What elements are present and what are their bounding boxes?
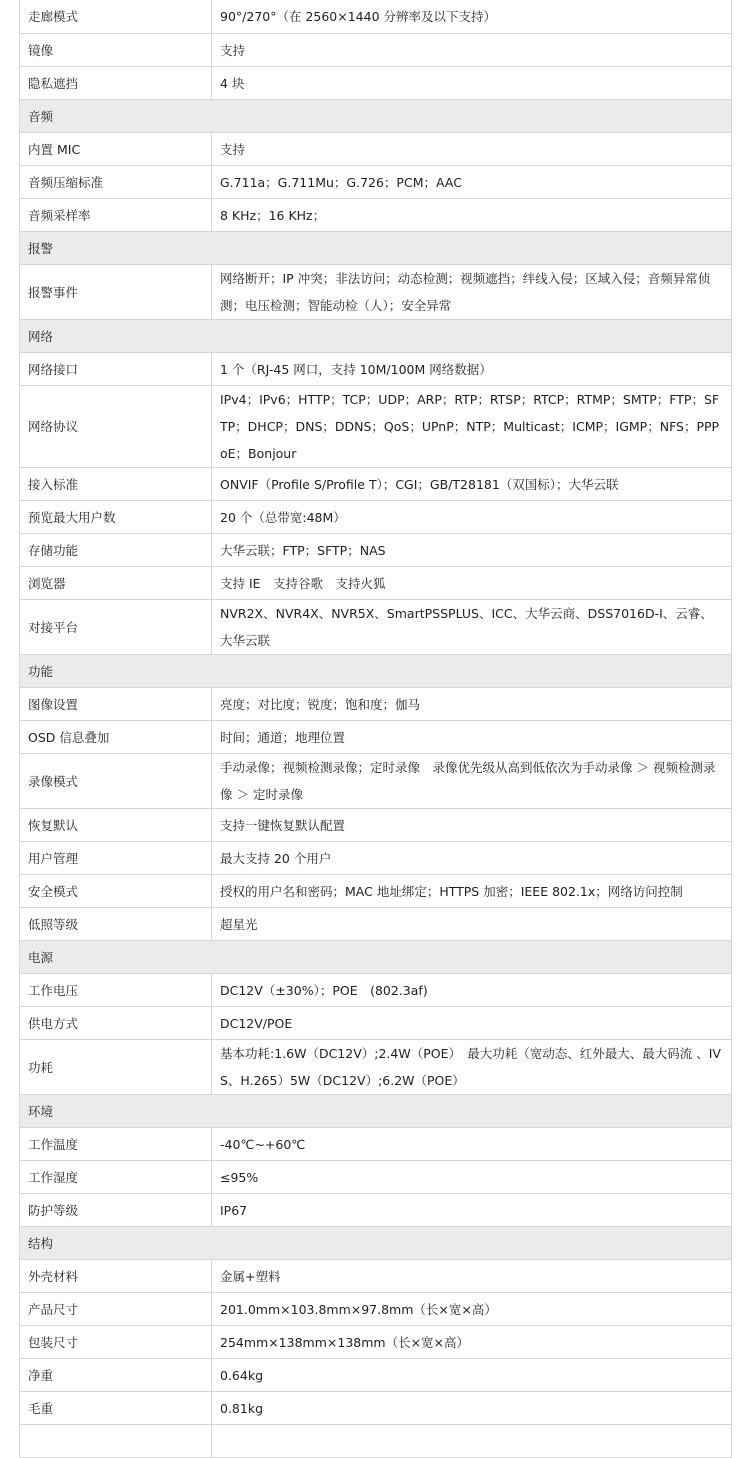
spec-label: 预览最大用户数: [20, 501, 212, 534]
spec-label: 恢复默认: [20, 809, 212, 842]
spec-row: [20, 1392, 732, 1425]
section-header-row: [20, 941, 732, 974]
spec-value: 254mm×138mm×138mm（长×宽×高）: [212, 1326, 732, 1359]
spec-row: [20, 534, 732, 567]
spec-value: 0.81kg: [212, 1392, 732, 1425]
spec-label: 防护等级: [20, 1194, 212, 1227]
spec-row: [20, 199, 732, 232]
spec-label: 毛重: [20, 1392, 212, 1425]
spec-value: 90°/270°（在 2560×1440 分辨率及以下支持）: [212, 0, 732, 34]
spec-label: 镜像: [20, 34, 212, 67]
spec-value: 201.0mm×103.8mm×97.8mm（长×宽×高）: [212, 1293, 732, 1326]
spec-label: 报警事件: [20, 265, 212, 320]
spec-label: 浏览器: [20, 567, 212, 600]
section-title: 网络: [20, 320, 732, 353]
spec-label: 产品尺寸: [20, 1293, 212, 1326]
spec-label: 低照等级: [20, 908, 212, 941]
spec-value: 手动录像；视频检测录像；定时录像 录像优先级从高到低依次为手动录像 ＞ 视频检测录像 ＞ 定时录像: [212, 754, 732, 809]
spec-value: ≤95%: [212, 1161, 732, 1194]
section-header-row: [20, 655, 732, 688]
section-title: 电源: [20, 941, 732, 974]
section-title: 功能: [20, 655, 732, 688]
spec-value: 网络断开；IP 冲突；非法访问；动态检测；视频遮挡；绊线入侵；区域入侵；音频异常侦测；电压检测；智能动检（人）；安全异常: [212, 265, 732, 320]
spec-row: [20, 809, 732, 842]
spec-row: [20, 721, 732, 754]
section-title: 结构: [20, 1227, 732, 1260]
spec-label: 用户管理: [20, 842, 212, 875]
spec-row: [20, 1007, 732, 1040]
spec-value: 超星光: [212, 908, 732, 941]
spec-row: [20, 265, 732, 320]
spec-value: 支持一键恢复默认配置: [212, 809, 732, 842]
spec-row: [20, 67, 732, 100]
spec-value: 时间；通道；地理位置: [212, 721, 732, 754]
section-title: 环境: [20, 1095, 732, 1128]
section-header-row: [20, 1227, 732, 1260]
spec-label: 隐私遮挡: [20, 67, 212, 100]
spec-value: 大华云联；FTP；SFTP；NAS: [212, 534, 732, 567]
spec-row: [20, 1161, 732, 1194]
spec-row: [20, 908, 732, 941]
spec-label: 功耗: [20, 1040, 212, 1095]
spec-row: [20, 1326, 732, 1359]
spec-label: 走廊模式: [20, 0, 212, 34]
spec-row: [20, 1293, 732, 1326]
spec-label: OSD 信息叠加: [20, 721, 212, 754]
spec-value: [212, 1425, 732, 1458]
section-header-row: [20, 1095, 732, 1128]
spec-label: 工作湿度: [20, 1161, 212, 1194]
spec-label: 内置 MIC: [20, 133, 212, 166]
spec-row: [20, 974, 732, 1007]
section-title: 音频: [20, 100, 732, 133]
spec-value: 20 个（总带宽:48M）: [212, 501, 732, 534]
spec-row: [20, 1425, 732, 1458]
spec-value: 最大支持 20 个用户: [212, 842, 732, 875]
spec-row: [20, 1040, 732, 1095]
spec-label: 净重: [20, 1359, 212, 1392]
spec-value: ONVIF（Profile S/Profile T）；CGI；GB/T28181（双国标）；大华云联: [212, 468, 732, 501]
spec-label: 安全模式: [20, 875, 212, 908]
spec-row: [20, 133, 732, 166]
section-title: 报警: [20, 232, 732, 265]
spec-row: [20, 567, 732, 600]
spec-label: 工作电压: [20, 974, 212, 1007]
spec-row: [20, 600, 732, 655]
section-header-row: [20, 320, 732, 353]
spec-table: [19, 0, 732, 1458]
spec-value: 支持: [212, 133, 732, 166]
spec-value: DC12V/POE: [212, 1007, 732, 1040]
spec-label: [20, 1425, 212, 1458]
spec-row: [20, 34, 732, 67]
spec-table-body: [20, 0, 732, 1458]
spec-value: 4 块: [212, 67, 732, 100]
spec-label: 录像模式: [20, 754, 212, 809]
spec-value: 授权的用户名和密码；MAC 地址绑定；HTTPS 加密；IEEE 802.1x；网络访问控制: [212, 875, 732, 908]
spec-value: 亮度；对比度；锐度；饱和度；伽马: [212, 688, 732, 721]
spec-row: [20, 842, 732, 875]
spec-row: [20, 1194, 732, 1227]
spec-value: G.711a；G.711Mu；G.726；PCM；AAC: [212, 166, 732, 199]
spec-value: 0.64kg: [212, 1359, 732, 1392]
spec-value: IPv4；IPv6；HTTP；TCP；UDP；ARP；RTP；RTSP；RTCP；RTMP；SMTP；FTP；SFTP；DHCP；DNS；DDNS；QoS；UPnP；NTP；Multicast；ICMP；IGMP；NFS；PPPoE；Bonjour: [212, 386, 732, 468]
spec-row: [20, 166, 732, 199]
spec-label: 存储功能: [20, 534, 212, 567]
spec-value: -40℃~+60℃: [212, 1128, 732, 1161]
spec-value: 金属+塑料: [212, 1260, 732, 1293]
spec-label: 网络接口: [20, 353, 212, 386]
spec-row: [20, 501, 732, 534]
spec-label: 图像设置: [20, 688, 212, 721]
spec-label: 网络协议: [20, 386, 212, 468]
spec-row: [20, 468, 732, 501]
spec-value: 支持 IE 支持谷歌 支持火狐: [212, 567, 732, 600]
spec-label: 对接平台: [20, 600, 212, 655]
spec-label: 供电方式: [20, 1007, 212, 1040]
spec-label: 工作温度: [20, 1128, 212, 1161]
spec-row: [20, 875, 732, 908]
spec-value: 1 个（RJ-45 网口，支持 10M/100M 网络数据）: [212, 353, 732, 386]
spec-row: [20, 0, 732, 34]
spec-row: [20, 754, 732, 809]
spec-label: 音频压缩标准: [20, 166, 212, 199]
spec-value: 8 KHz；16 KHz；: [212, 199, 732, 232]
spec-row: [20, 386, 732, 468]
spec-label: 接入标准: [20, 468, 212, 501]
section-header-row: [20, 232, 732, 265]
spec-value: NVR2X、NVR4X、NVR5X、SmartPSSPLUS、ICC、大华云商、DSS7016D-I、云睿、大华云联: [212, 600, 732, 655]
spec-label: 音频采样率: [20, 199, 212, 232]
spec-label: 包装尺寸: [20, 1326, 212, 1359]
spec-label: 外壳材料: [20, 1260, 212, 1293]
spec-row: [20, 688, 732, 721]
spec-value: DC12V（±30%）；POE (802.3af): [212, 974, 732, 1007]
spec-row: [20, 1128, 732, 1161]
section-header-row: [20, 100, 732, 133]
spec-row: [20, 353, 732, 386]
spec-row: [20, 1359, 732, 1392]
spec-row: [20, 1260, 732, 1293]
spec-value: IP67: [212, 1194, 732, 1227]
spec-value: 支持: [212, 34, 732, 67]
spec-value: 基本功耗:1.6W（DC12V）;2.4W（POE） 最大功耗（宽动态、红外最大、最大码流 、IVS、H.265）5W（DC12V）;6.2W（POE）: [212, 1040, 732, 1095]
